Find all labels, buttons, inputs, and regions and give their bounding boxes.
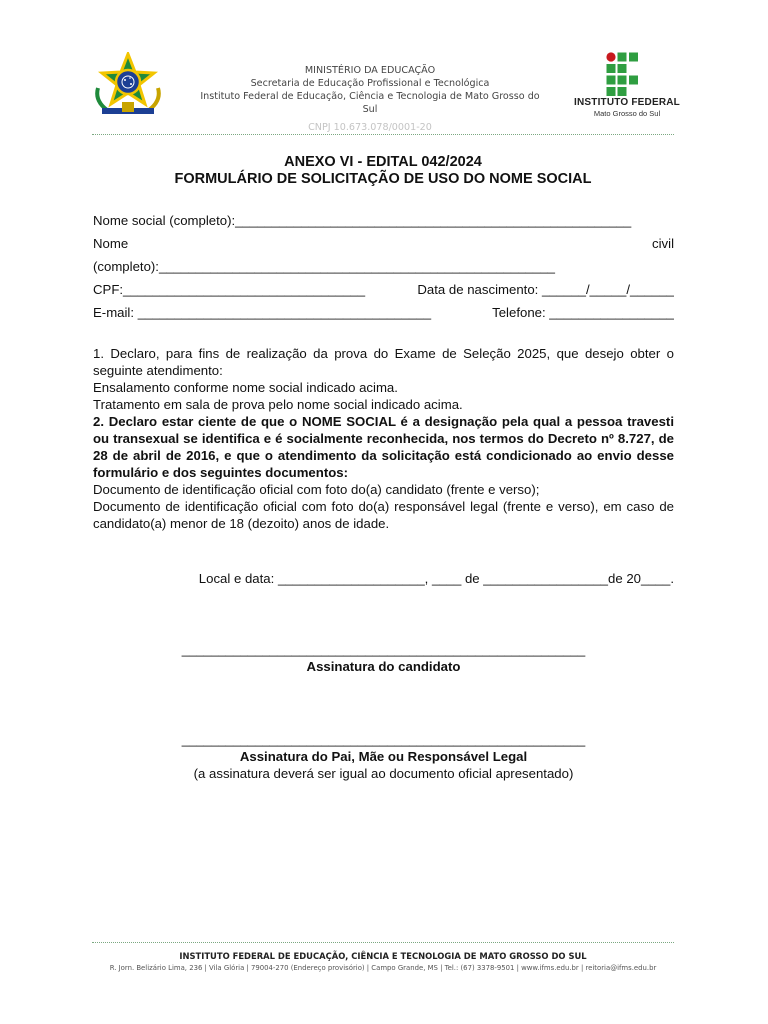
- if-logo-sub: Mato Grosso do Sul: [593, 109, 661, 118]
- ministry-name: MINISTÉRIO DA EDUCAÇÃO: [304, 65, 436, 76]
- birth-date-field[interactable]: Data de nascimento: ______/_____/______: [417, 282, 674, 297]
- place-date-field[interactable]: Local e data: ____________________, ____ de _________________de 20____.: [198, 571, 674, 586]
- if-logo-icon: [606, 52, 638, 96]
- cpf-birth-row: [93, 281, 674, 304]
- guardian-signature-line[interactable]: _______________________________________________________: [181, 732, 586, 747]
- candidate-signature: [93, 641, 674, 675]
- if-logo: [572, 52, 682, 122]
- email-phone-row: [93, 304, 674, 327]
- header-divider: [92, 134, 674, 135]
- ministry-block: [200, 64, 540, 134]
- declaration-2: [93, 413, 674, 481]
- declaration-2-doc-2: Documento de identificação oficial com foto do(a) responsável legal (frente e verso), em caso de candidato(a) menor de 18 (dezoito) anos de idade.: [93, 499, 674, 531]
- social-name-field[interactable]: Nome social (completo):______________________________________________________: [93, 213, 632, 228]
- footer-address: R. Jorn. Belizário Lima, 236 | Vila Glória | 79004-270 (Endereço provisório) | Campo Grande, MS | Tel.: (67) 3378-9501 | www.ifms.edu.br | reitoria@ifms.edu.br: [109, 964, 657, 972]
- institute-name: Instituto Federal de Educação, Ciência e Tecnologia de Mato Grosso do Sul: [200, 91, 540, 115]
- title-line-1: ANEXO VI - EDITAL 042/2024: [284, 154, 482, 170]
- secretariat-name: Secretaria de Educação Profissional e Tecnológica: [250, 78, 490, 89]
- declaration-2-doc-1: Documento de identificação oficial com foto do(a) candidato (frente e verso);: [93, 482, 540, 497]
- document-title: [92, 154, 674, 188]
- email-field[interactable]: E-mail: ________________________________________: [93, 305, 432, 320]
- declarations: [93, 345, 674, 532]
- declaration-1-intro: 1. Declaro, para fins de realização da prova do Exame de Seleção 2025, que desejo obter o seguinte atendimento:: [93, 346, 674, 378]
- civil-name-word-2: civil: [652, 236, 674, 251]
- civil-name-word-1: Nome: [93, 236, 129, 251]
- candidate-signature-line[interactable]: _______________________________________________________: [181, 642, 586, 657]
- guardian-signature-label: Assinatura do Pai, Mãe ou Responsável Legal: [239, 749, 528, 764]
- page-header: [0, 0, 768, 140]
- footer-divider: [92, 942, 674, 943]
- phone-field[interactable]: Telefone: _________________: [492, 305, 674, 320]
- cpf-field[interactable]: CPF:_________________________________: [93, 282, 366, 297]
- page-footer: [92, 950, 674, 974]
- candidate-signature-label: Assinatura do candidato: [306, 659, 461, 674]
- guardian-signature-note: (a assinatura deverá ser igual ao documento oficial apresentado): [193, 766, 574, 781]
- if-logo-name: INSTITUTO FEDERAL: [574, 97, 680, 108]
- civil-name-line[interactable]: (completo):______________________________________________________: [93, 259, 556, 274]
- guardian-signature: [93, 731, 674, 782]
- personal-data-form: [93, 212, 674, 327]
- declaration-1-option-2: Tratamento em sala de prova pelo nome social indicado acima.: [93, 397, 463, 412]
- declaration-2-text: 2. Declaro estar ciente de que o NOME SOCIAL é a designação pela qual a pessoa travesti ou transexual se identifica e é socialmente reconhecida, nos termos do Decreto nº 8.727, de 28 de abril de 2016, e que o atendimento da solicitação está condicionado ao envio desse formulário e dos seguintes documentos:: [93, 414, 674, 480]
- declaration-1-option-1: Ensalamento conforme nome social indicado acima.: [93, 380, 398, 395]
- footer-institute: INSTITUTO FEDERAL DE EDUCAÇÃO, CIÊNCIA E TECNOLOGIA DE MATO GROSSO DO SUL: [179, 951, 587, 961]
- title-line-2: FORMULÁRIO DE SOLICITAÇÃO DE USO DO NOME SOCIAL: [174, 171, 592, 187]
- coat-of-arms-icon: [92, 52, 164, 118]
- civil-name-field[interactable]: [93, 235, 674, 258]
- cnpj: CNPJ 10.673.078/0001-20: [308, 122, 432, 133]
